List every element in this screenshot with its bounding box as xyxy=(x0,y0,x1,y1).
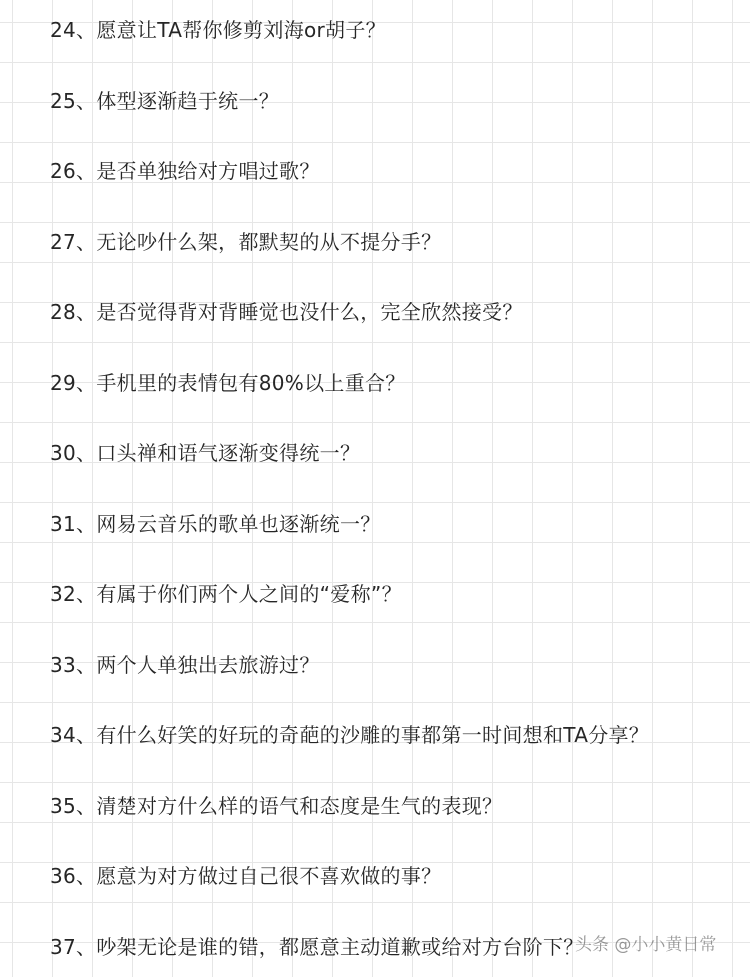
list-item-29: 29、手机里的表情包有80%以上重合？ xyxy=(50,371,406,395)
list-item-28: 28、是否觉得背对背睡觉也没什么，完全欣然接受？ xyxy=(50,300,523,324)
list-item-25: 25、体型逐渐趋于统一？ xyxy=(50,89,280,113)
list-item-27: 27、无论吵什么架，都默契的从不提分手？ xyxy=(50,230,442,254)
list-item-30: 30、口头禅和语气逐渐变得统一？ xyxy=(50,441,361,465)
list-item-34: 34、有什么好笑的好玩的奇葩的沙雕的事都第一时间想和TA分享？ xyxy=(50,723,650,747)
watermark: 头条 @小小黄日常 xyxy=(575,935,717,955)
list-item-26: 26、是否单独给对方唱过歌？ xyxy=(50,159,320,183)
list-item-35: 35、清楚对方什么样的语气和态度是生气的表现？ xyxy=(50,794,503,818)
list-item-33: 33、两个人单独出去旅游过？ xyxy=(50,653,320,677)
list-item-37: 37、吵架无论是谁的错，都愿意主动道歉或给对方台阶下？ xyxy=(50,935,584,959)
list-item-24: 24、愿意让TA帮你修剪刘海or胡子？ xyxy=(50,18,386,42)
list-item-31: 31、网易云音乐的歌单也逐渐统一？ xyxy=(50,512,381,536)
list-item-36: 36、愿意为对方做过自己很不喜欢做的事？ xyxy=(50,864,442,888)
list-item-32: 32、有属于你们两个人之间的“爱称”？ xyxy=(50,582,402,606)
